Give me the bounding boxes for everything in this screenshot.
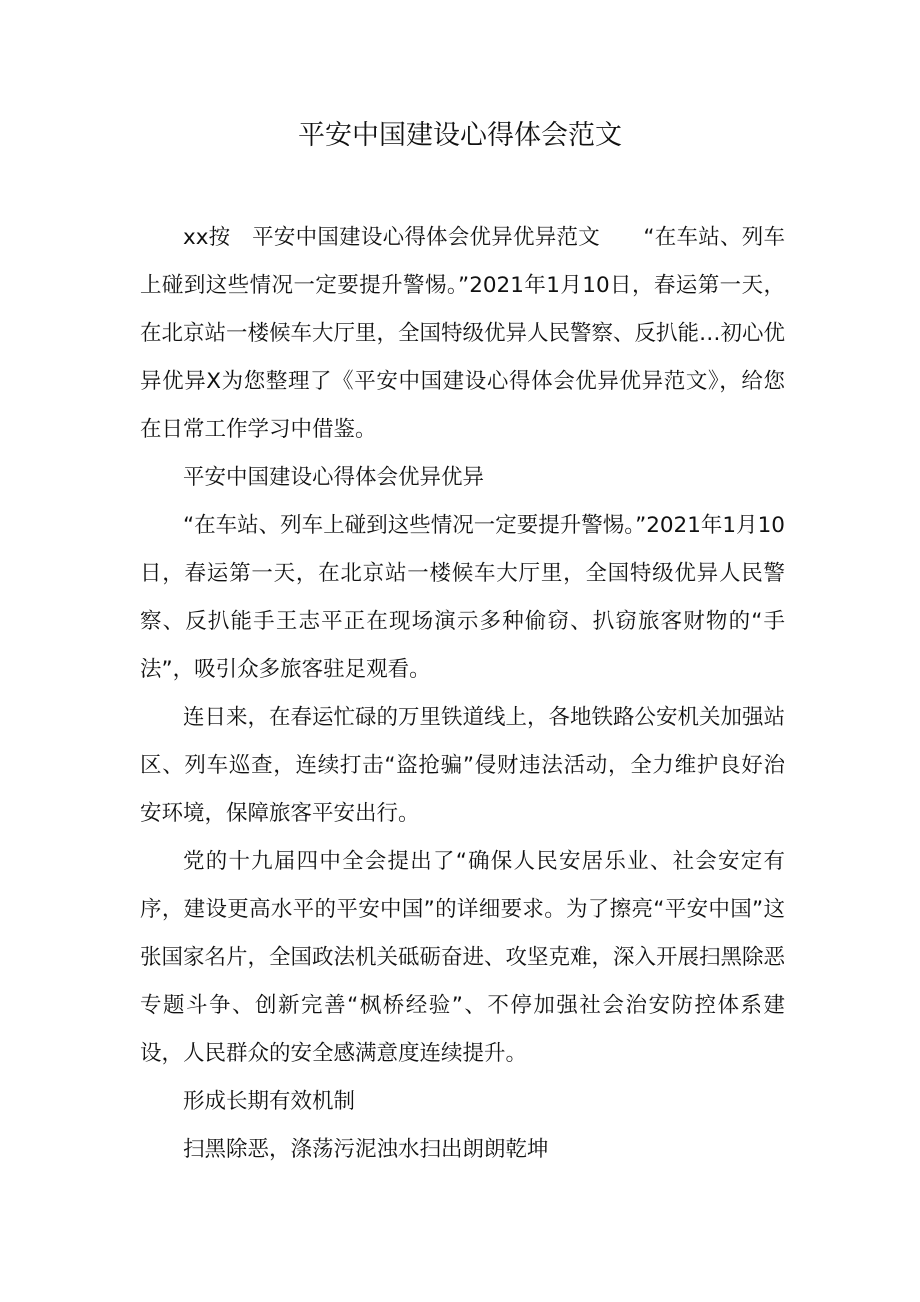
document-title: 平安中国建设心得体会范文 bbox=[298, 120, 622, 151]
paragraph-crackdown: 扫黑除恶，涤荡污泥浊水扫出朗朗乾坤 bbox=[183, 1137, 549, 1162]
paragraph-railway-police: 连日来，在春运忙碌的万里铁道线上，各地铁路公安机关加强站区、列车巡查，连续打击“盗抢骗”侵财违法活动，全力维护良好治安环境，保障旅客平安出行。 bbox=[140, 705, 786, 826]
paragraph-intro: xx按 平安中国建设心得体会优异优异范文 “在车站、列车上碰到这些情况一定要提升警惕。”2021年1月10日，春运第一天，在北京站一楼候车大厅里，全国特级优异人民警察、反扒能…初心优异优异X为您整理了《平安中国建设心得体会优异优异范文》，给您在日常工作学习中借鉴。 bbox=[140, 225, 786, 442]
paragraph-party-plenum: 党的十九届四中全会提出了“确保人民安居乐业、社会安定有序，建设更高水平的平安中国”的详细要求。为了擦亮“平安中国”这张国家名片，全国政法机关砥砺奋进、攻坚克难，深入开展扫黑除恶专题斗争、创新完善“枫桥经验”、不停加强社会治安防控体系建设，人民群众的安全感满意度连续提升。 bbox=[140, 849, 786, 1066]
paragraph-subheading: 平安中国建设心得体会优异优异 bbox=[183, 465, 485, 490]
paragraph-section-heading: 形成长期有效机制 bbox=[183, 1089, 356, 1114]
paragraph-station-demo: “在车站、列车上碰到这些情况一定要提升警惕。”2021年1月10日，春运第一天，在北京站一楼候车大厅里，全国特级优异人民警察、反扒能手王志平正在现场演示多种偷窃、扒窃旅客财物的“手法”，吸引众多旅客驻足观看。 bbox=[140, 513, 785, 682]
document-body bbox=[140, 214, 785, 1174]
